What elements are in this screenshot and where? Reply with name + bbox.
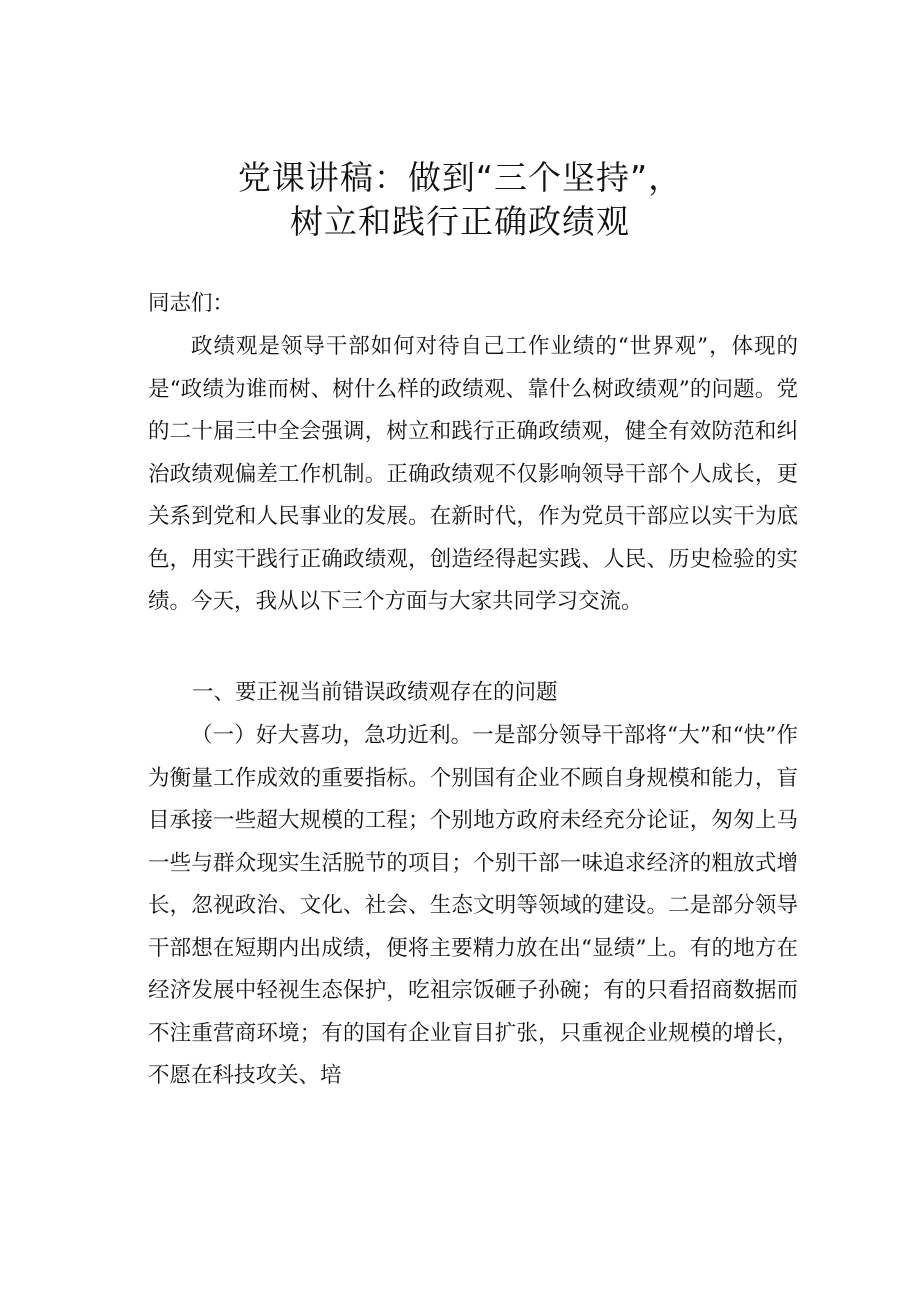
document-title-line-2: 树立和践行正确政绩观: [290, 202, 630, 241]
paragraph-section-1-1: （一）好大喜功，急功近利。一是部分领导干部将“大”和“快”作为衡量工作成效的重要指标。个别国有企业不顾自身规模和能力，盲目承接一些超大规模的工程；个别地方政府未经充分论证，匆匆上马一些与群众现实生活脱节的项目；个别干部一味追求经济的粗放式增长，忽视政治、文化、社会、生态文明等领域的建设。二是部分领导干部想在短期内出成绩，便将主要精力放在出“显绩”上。有的地方在经济发展中轻视生态保护，吃祖宗饭砸子孙碗；有的只看招商数据而不注重营商环境；有的国有企业盲目扩张，只重视企业规模的增长，不愿在科技攻关、培: [148, 723, 798, 1088]
section-heading-1: 一、要正视当前错误政绩观存在的问题: [192, 680, 558, 705]
paragraph-intro: 政绩观是领导干部如何对待自己工作业绩的“世界观”，体现的是“政绩为谁而树、树什么样的政绩观、靠什么树政绩观”的问题。党的二十届三中全会强调，树立和践行正确政绩观，健全有效防范和纠治政绩观偏差工作机制。正确政绩观不仅影响领导干部个人成长，更关系到党和人民事业的发展。在新时代，作为党员干部应以实干为底色，用实干践行正确政绩观，创造经得起实践、人民、历史检验的实绩。今天，我从以下三个方面与大家共同学习交流。: [148, 334, 798, 614]
document-title-line-1: 党课讲稿：做到“三个坚持”，: [237, 158, 683, 197]
salutation: 同志们：: [148, 291, 235, 316]
